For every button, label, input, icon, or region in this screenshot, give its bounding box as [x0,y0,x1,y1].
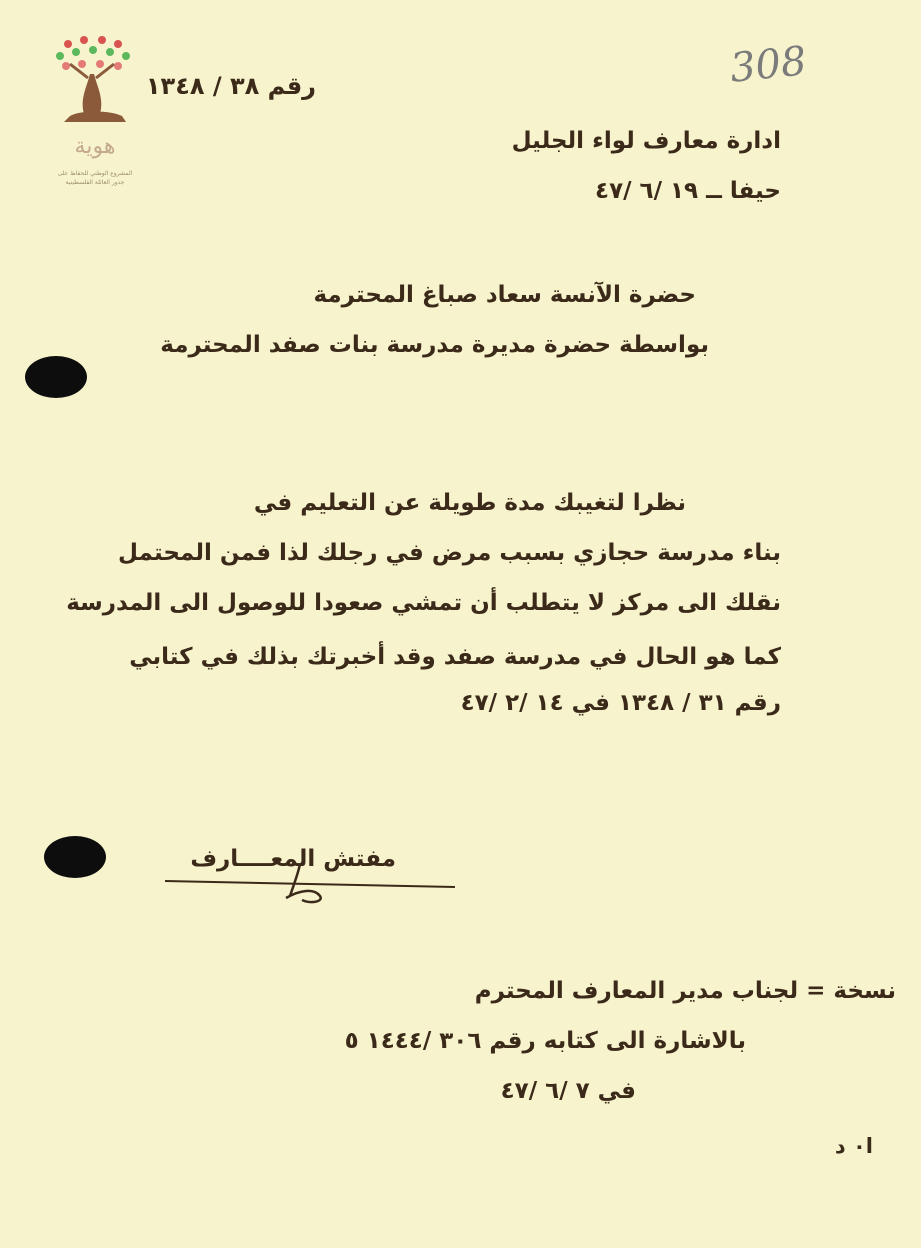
body-line-3: نقلك الى مركز لا يتطلب أن تمشي صعودا للوصول الى المدرسة [66,590,781,616]
handwritten-signature [280,862,340,906]
reference-number: رقم ٣٨ / ١٣٤٨ [145,72,316,100]
signature-title: مفتش المعــــارف [190,846,396,872]
place-date: حيفا ــ ١٩ /٦ /٤٧ [595,178,781,204]
department-name: ادارة معارف لواء الجليل [511,128,781,154]
punch-hole [44,836,106,878]
copy-line-3: في ٧ /٦ /٤٧ [500,1078,636,1104]
body-line-4: كما هو الحال في مدرسة صفد وقد أخبرتك بذلك في كتابي [129,644,781,670]
addressee-line-1: حضرة الآنسة سعاد صباغ المحترمة [313,282,696,308]
copy-line-1: نسخة = لجناب مدير المعارف المحترم [474,978,896,1004]
addressee-line-2: بواسطة حضرة مديرة مدرسة بنات صفد المحترمة [160,332,709,358]
body-line-5: رقم ٣١ / ١٣٤٨ في ١٤ /٢ /٤٧ [460,690,781,716]
tree-icon [40,34,150,134]
typist-initials: ا٠ د [834,1134,873,1158]
body-line-1: نظرا لتغيبك مدة طويلة عن التعليم في [253,490,686,516]
punch-hole [25,356,87,398]
watermark-logo [40,34,150,204]
pencil-folio-number: 308 [727,38,809,92]
watermark-word: هوية [74,134,116,159]
watermark-caption-1: المشروع الوطني للحفاظ على [57,170,133,177]
watermark-caption-2: جذور العائلة الفلسطينية [65,179,125,186]
body-line-2: بناء مدرسة حجازي بسبب مرض في رجلك لذا فمن المحتمل [118,540,781,566]
copy-line-2: بالاشارة الى كتابه رقم ٣٠٦ /١٤٤٤ ٥ [344,1028,746,1054]
